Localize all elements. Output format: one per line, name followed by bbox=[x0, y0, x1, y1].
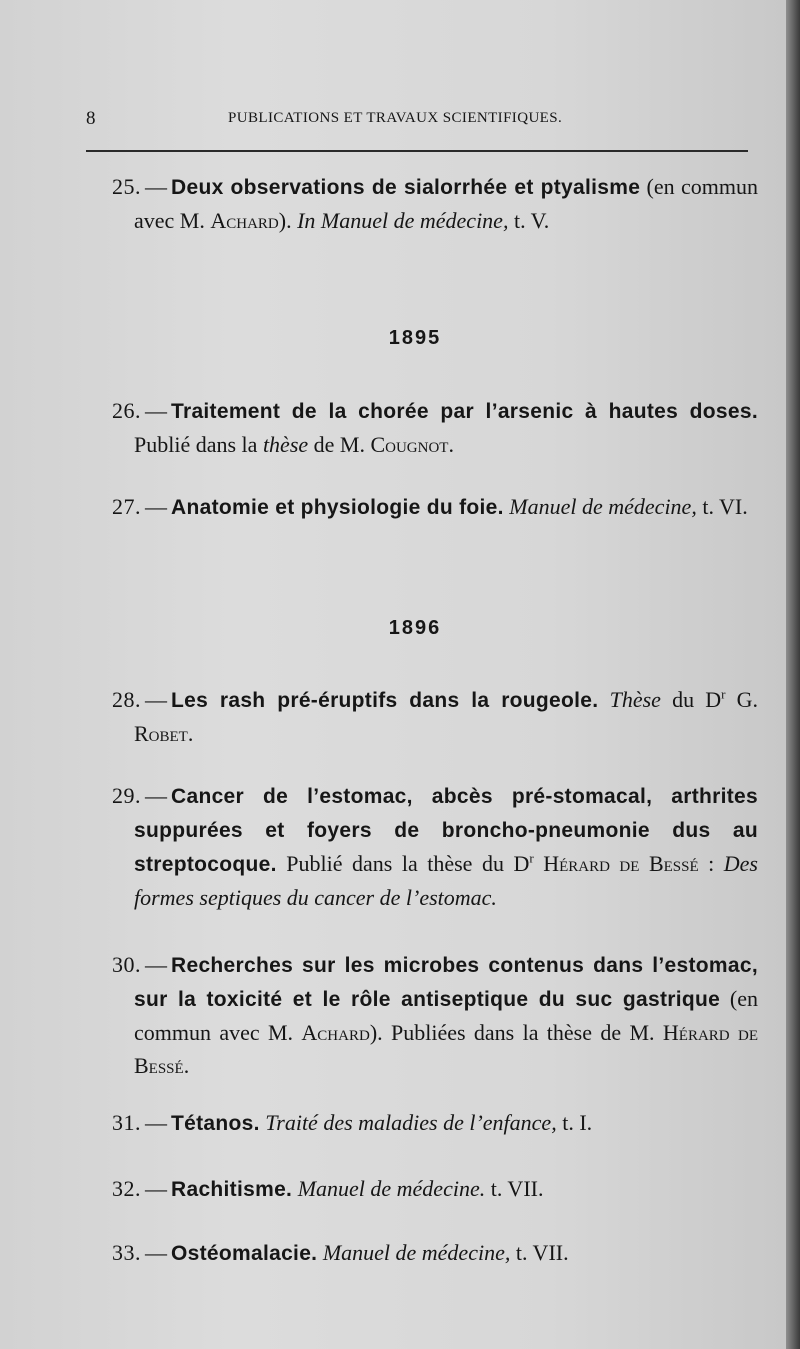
year-heading-1896: 1896 bbox=[388, 617, 442, 639]
entry-title: Rachitisme. bbox=[171, 1178, 293, 1201]
entry-number: 27. bbox=[112, 494, 141, 519]
reference: Manuel de médecine, bbox=[503, 494, 697, 519]
author-name: Achard bbox=[301, 1020, 370, 1045]
entry-number: 26. bbox=[112, 398, 141, 423]
entry-26: 26. — Traitement de la chorée par l’arsenic à hautes doses. Publié dans la thèse de M. Cougnot. bbox=[112, 398, 758, 457]
entry-title: Recherches sur les microbes contenus dans l’estomac, sur la toxicité et le rôle antiseptique du suc gastrique bbox=[134, 954, 758, 1011]
entry-number: 33. bbox=[112, 1240, 141, 1265]
book-page-edge bbox=[786, 0, 800, 1349]
entry-title: Deux observations de sialorrhée et ptyalisme bbox=[171, 176, 641, 199]
page-number: 8 bbox=[86, 108, 96, 129]
entry-number: 31. bbox=[112, 1110, 141, 1135]
entry-32: 32. — Rachitisme. Manuel de médecine. t. VII. bbox=[112, 1176, 544, 1201]
entry-number: 29. bbox=[112, 783, 141, 808]
running-head: PUBLICATIONS ET TRAVAUX SCIENTIFIQUES. bbox=[228, 110, 563, 126]
author-name: Achard bbox=[210, 208, 279, 233]
header-rule bbox=[86, 150, 748, 152]
entry-title: Les rash pré-éruptifs dans la rougeole. bbox=[171, 689, 599, 712]
entry-31: 31. — Tétanos. Traité des maladies de l’enfance, t. I. bbox=[112, 1110, 593, 1135]
reference: Manuel de médecine. bbox=[292, 1176, 486, 1201]
author-name: Hérard de Bessé bbox=[134, 1020, 758, 1078]
entry-number: 25. bbox=[112, 174, 141, 199]
reference: thèse bbox=[262, 432, 309, 457]
reference: Thèse bbox=[598, 687, 661, 712]
author-name: Hérard de Bessé bbox=[533, 851, 699, 876]
reference: Des formes septiques du cancer de l’estomac. bbox=[134, 851, 758, 910]
entry-title: Anatomie et physiologie du foie. bbox=[171, 496, 504, 519]
author-name: Robet bbox=[134, 721, 188, 746]
entry-title: Cancer de l’estomac, abcès pré-stomacal, arthrites suppurées et foyers de broncho-pneumonie dus au streptocoque. bbox=[134, 785, 758, 876]
entry-number: 28. bbox=[112, 687, 141, 712]
page-header bbox=[86, 108, 746, 132]
reference: Traité des maladies de l’enfance, bbox=[259, 1110, 557, 1135]
author-name: Cougnot bbox=[370, 432, 449, 457]
entry-30: 30. — Recherches sur les microbes contenus dans l’estomac, sur la toxicité et le rôle antiseptique du suc gastrique (en commun avec M. Achard). Publiées dans la thèse de M. Hérard de Bessé. bbox=[112, 952, 758, 1078]
entry-title: Ostéomalacie. bbox=[171, 1242, 318, 1265]
entry-title: Tétanos. bbox=[171, 1112, 260, 1135]
entry-title: Traitement de la chorée par l’arsenic à hautes doses. bbox=[171, 400, 758, 423]
entry-29: 29. — Cancer de l’estomac, abcès pré-stomacal, arthrites suppurées et foyers de broncho-pneumonie dus au streptocoque. Publié dans la thèse du $D^r$ Hérard de Bessé : Des formes septiques du cancer de l’estomac. bbox=[112, 783, 758, 910]
entry-33: 33. — Ostéomalacie. Manuel de médecine, t. VII. bbox=[112, 1240, 569, 1265]
entry-number: 30. bbox=[112, 952, 141, 977]
entry-number: 32. bbox=[112, 1176, 141, 1201]
reference: In Manuel de médecine, bbox=[297, 208, 509, 233]
entry-25: 25. — Deux observations de sialorrhée et ptyalisme (en commun avec M. Achard). In Manuel de médecine, t. V. bbox=[112, 174, 758, 233]
entry-27: 27. — Anatomie et physiologie du foie. Manuel de médecine, t. VI. bbox=[112, 494, 748, 519]
entry-28: 28. — Les rash pré-éruptifs dans la rougeole. Thèse du $D^r$ G. Robet. bbox=[112, 686, 758, 746]
reference: Manuel de médecine, bbox=[317, 1240, 511, 1265]
year-heading-1895: 1895 bbox=[388, 327, 442, 349]
